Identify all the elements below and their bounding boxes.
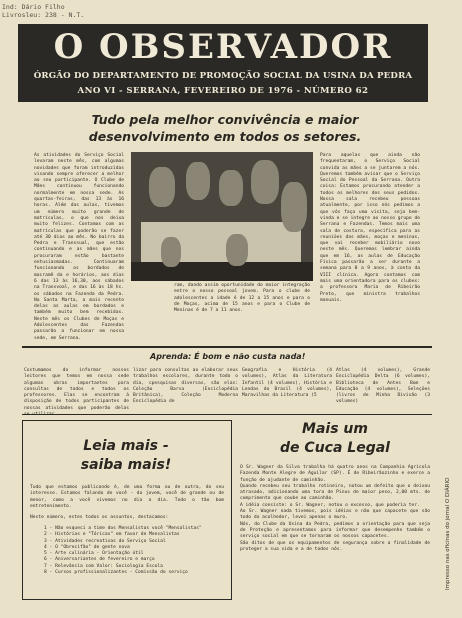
main-headline-line-1: Tudo pela melhor convivência e maior [91,112,359,127]
cuca-legal-paragraph-6: São ditos de que os equipamentos de segurança sobre a finalidade de proteger a sua vida e a de todos nós. [240,540,430,552]
leia-mais-list-intro: Neste número, estes todos os assuntos, destacamos: [30,515,169,520]
list-item: 1 - Não esqueci a time dos Mensalistas você "Mensalistas" [44,526,202,531]
main-headline [60,111,390,145]
aprenda-column-4: Atlas (4 volumes), Grande Enciclopédia Delta (6 volumes), Biblioteca de Antes Bom e Educação (4 volumes), Seleções (livros de Minha Divisão (3 volumes) [336,368,430,405]
stamp-line-1: Ind: Dário Filho [2,3,65,11]
aprenda-column-2: lizar para consultas ao elaborar seus trabalhos escolares, durante todo o dia, cpesquisas diversas, são elas: Coleção Barsa (Enciclopédia Britânica), Coleção Moderna Enciclopédia de [133,368,238,405]
cuca-legal-paragraph-4: Ao Sr. Wagner nada tivemos, pois idéias e não que capacete que são todo do acolhedor, levei apenas o muro. [240,509,430,521]
leia-mais-heading-line-1: Leia mais - [83,438,169,454]
issue-line: ANO VI - SERRANA, FEVEREIRO DE 1976 - NÚMERO 62 [77,86,369,96]
archive-stamp [2,3,120,19]
masthead [18,24,428,102]
list-item: 2 - Histórias e "Tóricas" em favor de Mensalistas [44,532,180,538]
list-item: 8 - Cursos profissionalizantes - Comissão do serviço [44,570,188,576]
leia-mais-heading [24,437,228,475]
cuca-legal-paragraph-5: Nós, do Clube da Usina da Pedra, pedimos a orientação para que seja de Proteção e apresentamos para informar que desempenhe também o serviço social em que se tornaram os nossos capacetes. [240,521,430,540]
printer-credit: Impresso nas oficinas do jornal O DIÁRIO [445,477,451,590]
main-headline-line-2: desenvolvimento em todos os setores. [88,129,362,144]
aprenda-column-1: Costumamos do informar nossos leitores que temos em nossa sede algumas obras importantes para consultas de todos e todos os professores. Elas se encontram à disposição de todos participantes de nossas atividades que poderão delas [24,368,129,411]
organization-line: ÓRGÃO DO DEPARTAMENTO DE PROMOÇÃO SOCIAL DA USINA DA PEDRA [33,71,413,81]
photo-caption-text: ram, dando assim oportunidade do maior integração entre o nosso pessoal jovem. Para o clube de adolescentes a idade é de 12 a 15 anos e para o de Moças, acima de 15 anos e para o Clube de Meninas é de 7 a 11 anos. [174,283,310,314]
list-item: 3 - Atividades recreativas do Serviço Social [44,538,166,544]
list-item: 7 - Relevância com Valor: Sociologia Escola [44,563,163,569]
aprenda-heading: Aprenda: É bom e não custa nada! [150,352,306,361]
section-divider [22,346,432,348]
cuca-legal-paragraph-2: Quando recebeu seu trabalho rotineiro, notou um defeito que o deixou atrasado, adicionando uma tora de Pinus de maior peso, 2,00 mts. de comprimento que coube ao caminhão. [240,483,430,502]
cuca-legal-heading-line-1: Mais um [302,421,368,437]
cuca-legal-paragraph-3: A idéia consiste: o Sr. Wagner, notou o excesso, que poderia ter. [240,502,420,508]
newspaper-title: O OBSERVADOR [53,27,393,67]
article-photo [131,152,313,281]
section-divider-2 [22,414,432,415]
leia-mais-heading-line-2: saiba mais! [80,457,172,473]
cuca-legal-body [240,465,430,595]
list-item: 5 - Arte culinária - Orientação útil [44,551,144,557]
aprenda-column-3: Geografia e História (4 volumes), Atlas da Literatura Infantil (4 volumes), História e Lendas do Brasil (4 volumes), Maravilhas da Literatura (5 [242,368,332,399]
list-item: 4 - O "Obrecifão" de gente nova [44,544,130,550]
cuca-legal-heading [240,420,430,458]
main-article-column-1: As atividades do Serviço Social levaram neste mês, com algumas novidades que foram introduzidas visando sempre oferecer a melhor ao seu participante. O Clube de Mães continuou funcionando normalmente em nossa sede. As quartas-feiras, das 13 às 16 horas. Além das aulas, tivemos um número muito grande de matrículas, o que nos deixa muito felizes. Contamos com as matrículas que poderão se fazer até 30 dias ao mês. No bairro da Pedra e Transsual, que estão continuando e as mães que nos procuraram estão bastante entusiasmadas. Continuaram funcionando os bordados de macramê da e horários, aos dias 6 das 13 às 16,30, aos sábados na Transvoal, e das 16 às 18 hs. os sábados na Fazenda da Pedra. Na Santa Marta, a mais recente delas as aulas em bordados e também muito bem recebidas. Neste mês os Clubes de Moças e Adolescentes das Fazendas passarão a funcionar em nossa sede, em Serrana. [34,153,124,341]
cuca-legal-paragraph-1: O Sr. Wagner da Silva trabalha há quatro anos na Companhia Agrícola Fazenda Monte Alegre de Aguilar (SP). É de Ribeirãozinho e exerce a função de ajudante de caminhão. [240,465,430,483]
leia-mais-list [44,526,222,592]
leia-mais-intro: Tudo que estamos publicando é, de uma forma ou de outra, do seu interesse. Estamos falando de você - da jovem, você de grande ou de menor, como a você vivemos no dia a dia. Todo o tão bom entretenimento. [30,485,224,509]
cuca-legal-heading-line-2: de Cuca Legal [280,440,390,456]
main-article-column-3: Para aquelas que ainda não frequentaram, o Serviço Social convida as mães a se juntarem a nós. Queremos também avisar que o Serviço Social do Pessoal da Serrana. Outra coisa: Estamos procurando atender a todos os melhores dos seus pedidos. Nossa sala recebeu pessoas atualmente, por isso nós pedimos a que vós faça uma visita, seja bem-vinda e se integre ao nosso grupo de Serrana e Fazendas. Temos mais uma sala de costura, específica para as reuniões das mães, moças e meninas, que vai receber mobiliário novo neste mês. Queremos lembrar ainda que em 16, as aulas de Educação Física passarão a ser durante a semana para 0 a 9 anos, à conta da VIII clínica. Agora contamos com mais uma orientadora para os clubes: a professora Maria de Ribeirão Preto, que ministra trabalhos manuais. [320,153,420,303]
list-item: 6 - Aniversariantes de fevereiro e março [44,557,155,563]
stamp-line-2: Livrosleu: 238 - N.T. [2,11,85,19]
